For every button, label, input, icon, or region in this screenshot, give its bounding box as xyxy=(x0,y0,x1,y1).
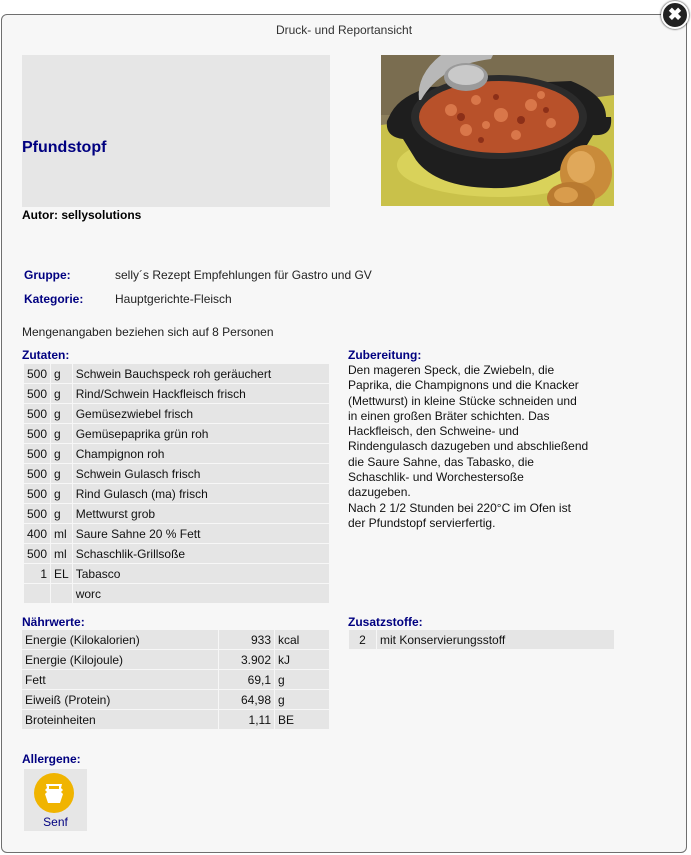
preparation-line: Rindengulasch dazugeben und abschließend xyxy=(348,439,589,454)
nutrient-name: Eiweiß (Protein) xyxy=(22,690,218,709)
ingredient-name: Gemüsezwiebel frisch xyxy=(73,404,329,423)
ingredient-name: Schaschlik-Grillsoße xyxy=(73,544,329,563)
allergens-heading: Allergene: xyxy=(22,752,81,766)
preparation-heading: Zubereitung: xyxy=(348,348,422,362)
ingredient-quantity: 500 xyxy=(24,544,50,563)
nutrient-name: Energie (Kilokalorien) xyxy=(22,630,218,649)
nutrition-table xyxy=(21,629,330,730)
ingredient-unit: ml xyxy=(51,544,72,563)
ingredient-row xyxy=(24,584,329,603)
ingredient-quantity: 500 xyxy=(24,404,50,423)
ingredient-name: Rind Gulasch (ma) frisch xyxy=(73,484,329,503)
nutrient-name: Fett xyxy=(22,670,218,689)
nutrition-row xyxy=(22,710,329,729)
ingredient-row xyxy=(24,524,329,543)
preparation-line: in einen großen Bräter schichten. Das xyxy=(348,408,550,423)
preparation-line: Hackfleisch, den Schweine- und xyxy=(348,424,519,439)
ingredient-row xyxy=(24,464,329,483)
preparation-line: (Mettwurst) in kleine Stücke schneiden und xyxy=(348,393,577,408)
nutrient-value: 933 xyxy=(219,630,274,649)
additives-table xyxy=(348,629,615,650)
nutrition-row xyxy=(22,650,329,669)
additive-code: 2 xyxy=(349,630,376,649)
ingredient-unit: g xyxy=(51,384,72,403)
preparation-line: Den mageren Speck, die Zwiebeln, die xyxy=(348,363,555,377)
ingredient-name: Saure Sahne 20 % Fett xyxy=(73,524,329,543)
recipe-header xyxy=(22,55,330,207)
ingredient-row xyxy=(24,484,329,503)
allergen-label: Senf xyxy=(43,815,68,829)
ingredient-row xyxy=(24,544,329,563)
category-label: Kategorie: xyxy=(24,292,84,306)
ingredient-quantity: 500 xyxy=(24,384,50,403)
group-label: Gruppe: xyxy=(24,268,71,282)
ingredients-heading: Zutaten: xyxy=(22,348,70,362)
preparation-text xyxy=(348,363,618,531)
ingredient-row xyxy=(24,444,329,463)
preparation-line: Schaschlik- und Worchestersoße xyxy=(348,470,524,485)
ingredient-unit: ml xyxy=(51,524,72,543)
ingredient-quantity: 500 xyxy=(24,424,50,443)
ingredient-name: Mettwurst grob xyxy=(73,504,329,523)
nutrition-row xyxy=(22,690,329,709)
ingredient-name: worc xyxy=(73,584,329,603)
ingredient-unit: g xyxy=(51,484,72,503)
preparation-line: Paprika, die Champignons und die Knacker xyxy=(348,378,579,393)
nutrient-value: 1,11 xyxy=(219,710,274,729)
ingredient-row xyxy=(24,364,329,383)
ingredient-quantity: 400 xyxy=(24,524,50,543)
ingredient-unit: g xyxy=(51,444,72,463)
ingredient-row xyxy=(24,404,329,423)
category-value: Hauptgerichte-Fleisch xyxy=(115,292,232,306)
persons-note: Mengenangaben beziehen sich auf 8 Personen xyxy=(22,325,274,339)
ingredient-name: Schwein Bauchspeck roh geräuchert xyxy=(73,364,329,383)
ingredients-table xyxy=(23,363,330,604)
preparation-line: dazugeben. xyxy=(348,485,411,500)
ingredient-row xyxy=(24,564,329,583)
ingredient-name: Tabasco xyxy=(73,564,329,583)
recipe-author: Autor: sellysolutions xyxy=(22,208,142,222)
dialog-title: Druck- und Reportansicht xyxy=(275,23,413,37)
nutrient-unit: kcal xyxy=(275,630,329,649)
nutrient-name: Broteinheiten xyxy=(22,710,218,729)
ingredient-row xyxy=(24,504,329,523)
nutrition-row xyxy=(22,630,329,649)
ingredient-quantity: 1 xyxy=(24,564,50,583)
additive-name: mit Konservierungsstoff xyxy=(377,630,614,649)
ingredient-unit: g xyxy=(51,404,72,423)
nutrition-row xyxy=(22,670,329,689)
ingredient-name: Champignon roh xyxy=(73,444,329,463)
nutrient-name: Energie (Kilojoule) xyxy=(22,650,218,669)
nutrient-unit: BE xyxy=(275,710,329,729)
additive-row xyxy=(349,630,614,649)
ingredient-unit: EL xyxy=(51,564,72,583)
ingredient-quantity: 500 xyxy=(24,504,50,523)
ingredient-quantity xyxy=(24,584,50,603)
additives-heading: Zusatzstoffe: xyxy=(348,615,423,629)
ingredient-unit: g xyxy=(51,504,72,523)
preparation-line: Nach 2 1/2 Stunden bei 220°C im Ofen ist xyxy=(348,500,571,515)
allergen-badge xyxy=(24,769,87,831)
ingredient-quantity: 500 xyxy=(24,484,50,503)
mustard-icon xyxy=(33,772,75,814)
recipe-photo xyxy=(381,55,614,206)
group-value: selly´s Rezept Empfehlungen für Gastro und GV xyxy=(115,268,372,282)
preparation-line: die Saure Sahne, das Tabasko, die xyxy=(348,454,534,469)
nutrient-value: 3.902 xyxy=(219,650,274,669)
ingredient-quantity: 500 xyxy=(24,444,50,463)
ingredient-row xyxy=(24,424,329,443)
nutrient-value: 69,1 xyxy=(219,670,274,689)
nutrient-unit: kJ xyxy=(275,650,329,669)
ingredient-quantity: 500 xyxy=(24,464,50,483)
close-icon[interactable]: ✖ xyxy=(661,1,689,29)
ingredient-unit xyxy=(51,584,72,603)
nutrient-unit: g xyxy=(275,670,329,689)
ingredient-unit: g xyxy=(51,464,72,483)
ingredient-unit: g xyxy=(51,364,72,383)
ingredient-quantity: 500 xyxy=(24,364,50,383)
ingredient-name: Schwein Gulasch frisch xyxy=(73,464,329,483)
nutrient-value: 64,98 xyxy=(219,690,274,709)
preparation-line: der Pfundstopf servierfertig. xyxy=(348,515,496,530)
ingredient-row xyxy=(24,384,329,403)
ingredient-name: Gemüsepaprika grün roh xyxy=(73,424,329,443)
nutrition-heading: Nährwerte: xyxy=(22,615,85,629)
recipe-title: Pfundstopf xyxy=(22,139,107,156)
ingredient-name: Rind/Schwein Hackfleisch frisch xyxy=(73,384,329,403)
nutrient-unit: g xyxy=(275,690,329,709)
ingredient-unit: g xyxy=(51,424,72,443)
